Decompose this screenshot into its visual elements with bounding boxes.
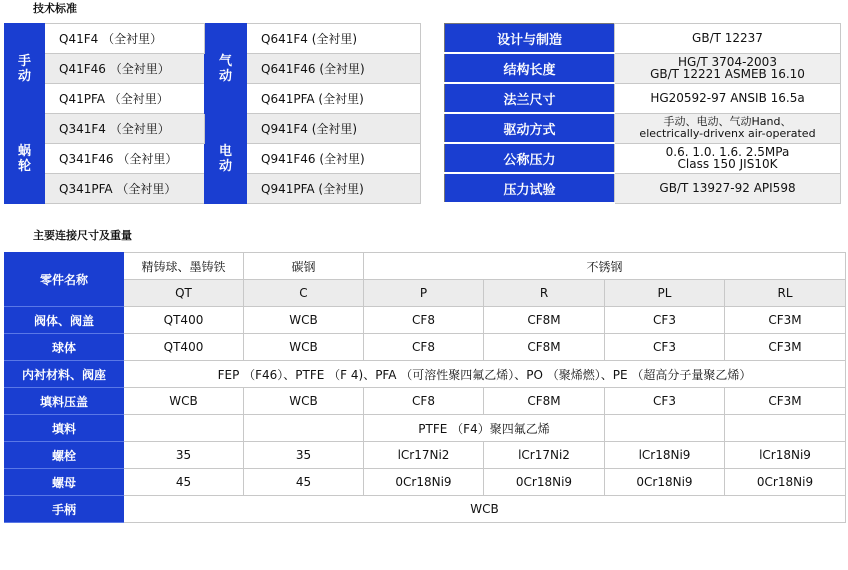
model-group-label: 手 动 [5,24,45,114]
model-group-label: 蜗 轮 [5,114,45,204]
part-name: 内衬材料、阀座 [5,361,124,388]
model-item: Q41F4 （全衬里） [45,24,205,54]
section-title-dimensions: 主要连接尺寸及重量 [33,229,132,242]
table-cell: CF8 [364,334,484,361]
material-code: PL [605,280,725,307]
spec-value: 0.6. 1.0. 1.6. 2.5MPa Class 150 JIS10K [615,143,841,173]
spec-label: 设计与制造 [445,24,615,54]
material-code: QT [124,280,244,307]
spec-value: HG/T 3704-2003 GB/T 12221 ASMEB 16.10 [615,53,841,83]
spec-value: 手动、电动、气动Hand、 electrically-drivenx air-operated [615,113,841,143]
material-group-header: 精铸球、墨铸铁 [124,253,244,280]
spec-table [444,23,841,204]
table-cell: 0Cr18Ni9 [725,469,846,496]
table-cell: CF8M [484,334,605,361]
table-cell: lCr18Ni9 [605,442,725,469]
table-cell-span: PTFE （F4）聚四氟乙烯 [364,415,605,442]
model-item: Q41F46 （全衬里） [45,54,205,84]
model-item: Q41PFA （全衬里） [45,84,205,114]
table-cell: 45 [244,469,364,496]
material-group-header: 不锈钢 [364,253,846,280]
part-name: 螺栓 [5,442,124,469]
model-item: Q941PFA (全衬里) [247,174,421,204]
spec-value: GB/T 12237 [615,24,841,54]
table-cell: 0Cr18Ni9 [605,469,725,496]
table-cell: 0Cr18Ni9 [484,469,605,496]
model-item: Q641F4 (全衬里) [247,24,421,54]
table-cell [725,415,846,442]
part-name-header: 零件名称 [5,253,124,307]
table-cell [244,415,364,442]
table-cell: CF3M [725,307,846,334]
table-cell: lCr17Ni2 [484,442,605,469]
spec-label: 公称压力 [445,143,615,173]
table-cell: QT400 [124,307,244,334]
model-item: Q341F4 （全衬里） [45,114,205,144]
table-cell: WCB [124,388,244,415]
material-group-header: 碳钢 [244,253,364,280]
model-item: Q941F4 (全衬里) [247,114,421,144]
material-code: C [244,280,364,307]
table-cell: 45 [124,469,244,496]
table-cell: CF8M [484,307,605,334]
spec-label: 压力试验 [445,173,615,203]
part-name: 填料 [5,415,124,442]
table-cell: CF8 [364,307,484,334]
spec-value: HG20592-97 ANSIB 16.5a [615,83,841,113]
table-cell: 35 [244,442,364,469]
model-group-label: 气 动 [205,24,247,114]
table-cell: CF3 [605,334,725,361]
dimension-table [4,252,846,523]
material-code: P [364,280,484,307]
spec-label: 结构长度 [445,53,615,83]
model-item: Q641F46 (全衬里) [247,54,421,84]
part-name: 手柄 [5,496,124,523]
table-cell: CF3M [725,388,846,415]
table-cell: CF3 [605,307,725,334]
table-cell: 35 [124,442,244,469]
part-name: 阀体、阀盖 [5,307,124,334]
model-item: Q341PFA （全衬里） [45,174,205,204]
table-cell: lCr18Ni9 [725,442,846,469]
table-cell: CF8 [364,388,484,415]
part-name: 球体 [5,334,124,361]
table-cell: WCB [244,334,364,361]
model-item: Q641PFA (全衬里) [247,84,421,114]
part-name: 填料压盖 [5,388,124,415]
table-cell-span: FEP （F46）、PTFE （F 4)、PFA （可溶性聚四氟乙烯）、PO （聚烯燃）、PE （超高分子量聚乙烯） [124,361,846,388]
spec-value: GB/T 13927-92 API598 [615,173,841,203]
model-group-label: 电 动 [205,114,247,204]
model-item: Q941F46 (全衬里) [247,144,421,174]
table-cell: CF3 [605,388,725,415]
table-cell: WCB [244,388,364,415]
model-table [4,23,421,204]
table-cell [124,415,244,442]
material-code: R [484,280,605,307]
spec-label: 法兰尺寸 [445,83,615,113]
material-code: RL [725,280,846,307]
table-cell: 0Cr18Ni9 [364,469,484,496]
table-cell: QT400 [124,334,244,361]
spec-label: 驱动方式 [445,113,615,143]
model-item: Q341F46 （全衬里） [45,144,205,174]
table-cell [605,415,725,442]
part-name: 螺母 [5,469,124,496]
section-title-standards: 技术标准 [33,2,77,15]
table-cell: lCr17Ni2 [364,442,484,469]
table-cell: CF3M [725,334,846,361]
table-cell: CF8M [484,388,605,415]
table-cell-span: WCB [124,496,846,523]
table-cell: WCB [244,307,364,334]
